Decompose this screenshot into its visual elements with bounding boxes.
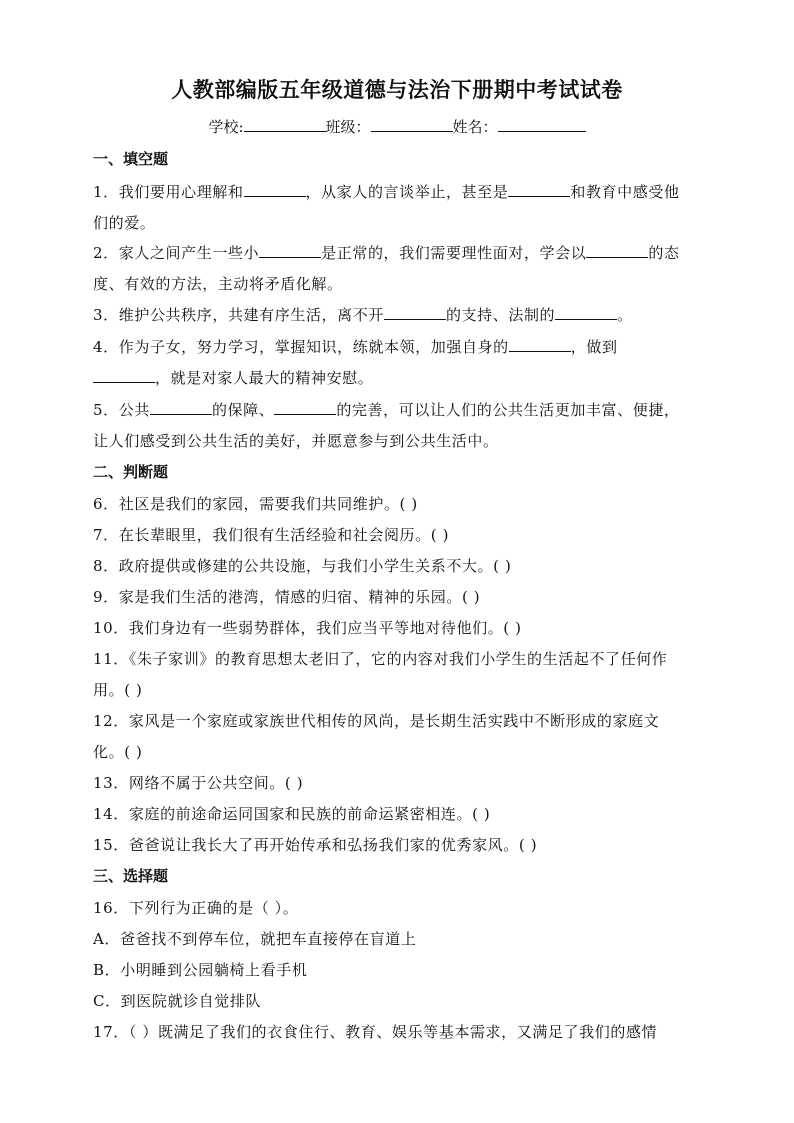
q2-text-a: 2．家人之间产生一些小 [93,244,260,262]
name-field[interactable] [498,117,586,132]
question-2-line-1 [93,242,703,263]
q2-text-b: 是正常的，我们需要理性面对，学会以 [321,244,587,262]
q2-text-c: 的态 [648,244,680,262]
question-1-line-2: 们的爱。 [93,214,156,232]
q3-blank-2[interactable] [555,305,617,320]
question-6: 6．社区是我们的家园，需要我们共同维护。( ) [93,495,418,513]
question-14: 14．家庭的前途命运同国家和民族的前命运紧密相连。( ) [93,805,491,823]
q4-blank-2[interactable] [93,368,155,383]
q2-blank-2[interactable] [586,243,648,258]
class-field[interactable] [371,117,453,132]
q4-blank-1[interactable] [509,337,571,352]
q5-text-a: 5．公共 [93,401,150,419]
option-a: A．爸爸找不到停车位，就把车直接停在盲道上 [93,930,417,948]
question-4-line-2 [93,367,703,388]
q5-text-b: 的保障、 [211,401,275,419]
q4-text-b: ，做到 [570,338,618,356]
q3-text-c: 。 [617,306,633,324]
section-multiple-choice: 三、选择题 [93,867,169,885]
question-15: 15．爸爸说让我长大了再开始传承和弘扬我们家的优秀家风。( ) [93,836,538,854]
question-12-line-1: 12．家风是一个家庭或家族世代相传的风尚，是长期生活实践中不断形成的家庭文 [93,712,660,730]
question-5-line-2: 让人们感受到公共生活的美好，并愿意参与到公共生活中。 [93,432,499,450]
q4-text-a: 4．作为子女，努力学习，掌握知识，练就本领，加强自身的 [93,338,509,356]
name-label: 姓名： [452,118,498,136]
section-fill-blank: 一、填空题 [93,150,169,168]
question-10: 10．我们身边有一些弱势群体，我们应当平等地对待他们。( ) [93,619,522,637]
question-13: 13．网络不属于公共空间。( ) [93,774,304,792]
question-11-line-2: 用。( ) [93,681,143,699]
q2-blank-1[interactable] [259,243,321,258]
class-label: 班级： [325,118,371,136]
question-9: 9．家是我们生活的港湾，情感的归宿、精神的乐园。( ) [93,588,481,606]
question-3-line-1 [93,304,703,325]
q1-blank-2[interactable] [508,182,570,197]
q5-blank-2[interactable] [274,400,336,415]
q5-blank-1[interactable] [150,400,212,415]
option-b: B．小明睡到公园躺椅上看手机 [93,961,308,979]
question-1-line-1 [93,181,703,202]
q4-text-c: ，就是对家人最大的精神安慰。 [155,369,374,387]
q1-text-a: 1．我们要用心理解和 [93,183,244,201]
q1-blank-1[interactable] [244,182,306,197]
question-2-line-2: 度、有效的方法，主动将矛盾化解。 [93,275,343,293]
question-11-line-1: 11．《朱子家训》的教育思想太老旧了，它的内容对我们小学生的生活起不了任何作 [93,650,668,668]
question-12-line-2: 化。( ) [93,743,143,761]
question-7: 7．在长辈眼里，我们很有生活经验和社会阅历。( ) [93,526,450,544]
q3-text-b: 的支持、法制的 [445,306,556,324]
question-8: 8．政府提供或修建的公共设施，与我们小学生关系不大。( ) [93,557,512,575]
school-label: 学校: [208,118,244,136]
question-17: 17．（ ）既满足了我们的衣食住行、教育、娱乐等基本需求，又满足了我们的感情 [93,1023,658,1041]
q5-text-c: 的完善，可以让人们的公共生活更加丰富、便捷， [336,401,680,419]
page-title: 人教部编版五年级道德与法治下册期中考试试卷 [171,78,623,102]
question-16: 16．下列行为正确的是（ ）。 [93,899,299,917]
school-field[interactable] [244,117,326,132]
option-c: C．到医院就诊自觉排队 [93,992,262,1010]
student-info-line [0,116,794,137]
q3-text-a: 3．维护公共秩序，共建有序生活，离不开 [93,306,384,324]
q1-text-c: 和教育中感受他 [570,183,680,201]
question-5-line-1 [93,399,703,420]
q3-blank-1[interactable] [384,305,446,320]
q1-text-b: ，从家人的言谈举止，甚至是 [305,183,509,201]
question-4-line-1 [93,336,703,357]
section-true-false: 二、判断题 [93,463,169,481]
